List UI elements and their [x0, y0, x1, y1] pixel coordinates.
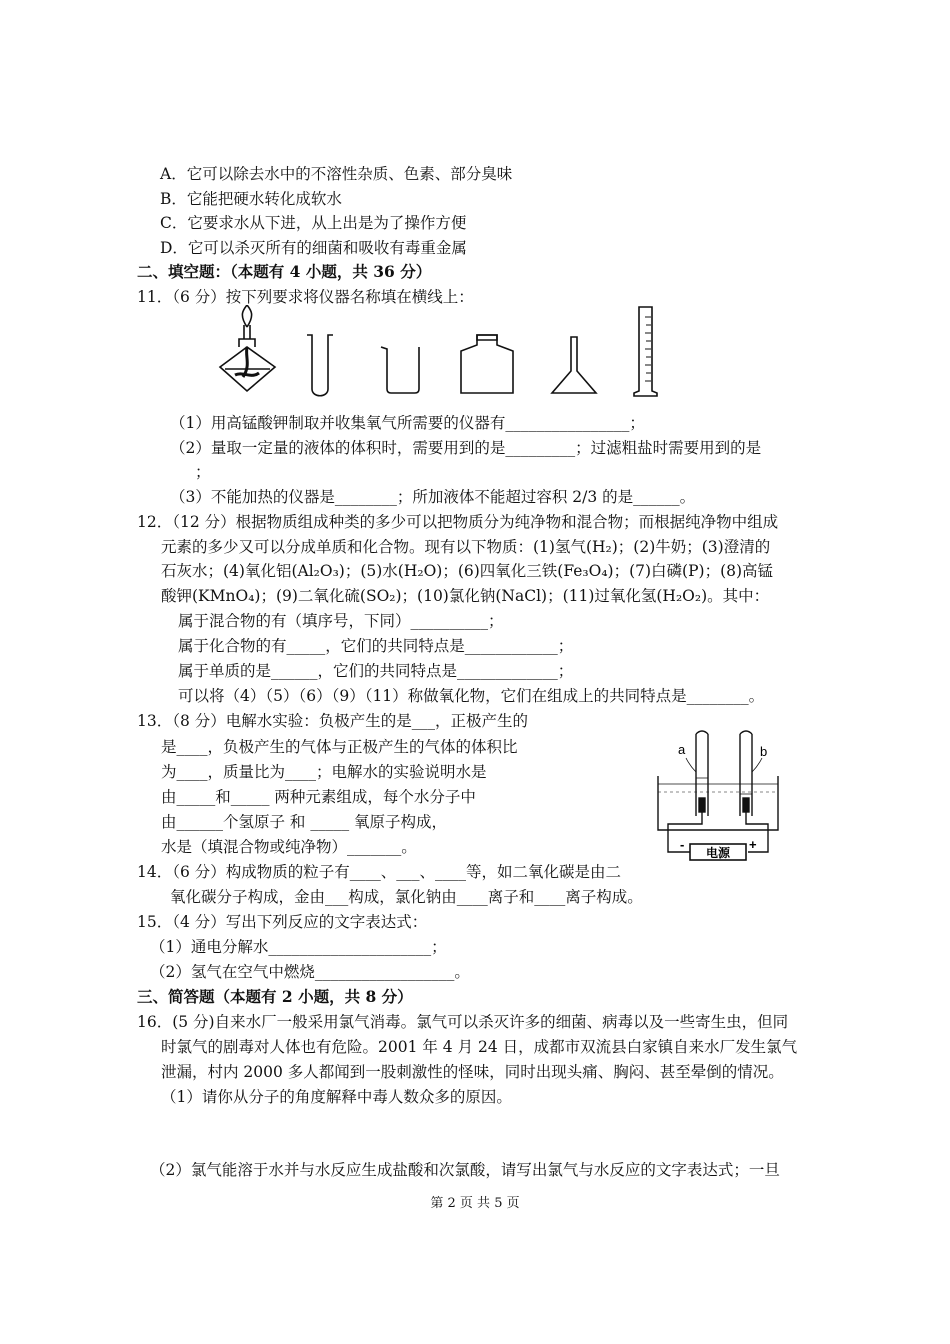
option-d: D．它可以杀灭所有的细菌和吸收有毒重金属: [160, 239, 467, 257]
q12-line-1: 12．（12 分）根据物质组成种类的多少可以把物质分为纯净物和混合物；而根据纯净物中组成: [137, 513, 779, 531]
q11-line-2: （2）量取一定量的液体的体积时，需要用到的是_________；过滤粗盐时需要用到的是: [170, 439, 762, 457]
q16-line-1: 16．(5 分)自来水厂一般采用氯气消毒。氯气可以杀灭许多的细菌、病毒以及一些寄生虫，但同: [137, 1013, 789, 1031]
q13-line-1: 13．（8 分）电解水实验：负极产生的是___，正极产生的: [137, 712, 529, 730]
q12-line-3: 石灰水；(4)氧化铝(Al₂O₃)；(5)水(H₂O)；(6)四氧化三铁(Fe₃O₄)；(7)白磷(P)；(8)高锰: [161, 562, 774, 580]
q11-line-3: ；: [195, 463, 211, 481]
label-a: a: [678, 742, 686, 757]
option-c: C．它要求水从下进，从上出是为了操作方便: [160, 214, 467, 232]
label-b: b: [760, 744, 768, 759]
test-tube-icon: [307, 335, 333, 396]
minus-sign: -: [680, 837, 685, 852]
page-footer: 第 2 页 共 5 页: [430, 1196, 520, 1211]
electrolysis-apparatus-figure: [650, 728, 785, 863]
q14-line-1: 14．（6 分）构成物质的粒子有____、___、____等，如二氧化碳是由二: [137, 863, 622, 881]
q14-line-2: 氧化碳分子构成，金由___构成，氯化钠由____离子和____离子构成。: [170, 888, 643, 906]
q15-line-3: （2）氢气在空气中燃烧__________________。: [150, 963, 470, 981]
q13-line-6: 水是（填混合物或纯净物）_______。: [161, 838, 417, 856]
q12-line-5: 属于混合物的有（填序号，下同）__________；: [178, 612, 504, 630]
power-source-label: 电源: [705, 846, 731, 860]
q12-line-4: 酸钾(KMnO₄)；(9)二氧化硫(SO₂)；(10)氯化钠(NaCl)；(11)过氧化氢(H₂O₂)。其中：: [161, 587, 770, 605]
beaker-icon: [381, 347, 419, 393]
q15-line-2: （1）通电分解水_____________________；: [150, 938, 447, 956]
option-b: B．它能把硬水转化成软水: [160, 190, 342, 208]
q13-line-2: 是____，负极产生的气体与正极产生的气体的体积比: [161, 738, 518, 756]
graduated-cylinder-icon: [634, 307, 657, 396]
q15-line-1: 15．（4 分）写出下列反应的文字表达式：: [137, 913, 428, 931]
q13-line-4: 由_____和_____ 两种元素组成，每个水分子中: [161, 788, 476, 806]
funnel-icon: [552, 337, 596, 393]
q16-line-3: 泄漏，村内 2000 多人都闻到一股刺激性的怪味，同时出现头痛、胸闷、甚至晕倒的情况。: [161, 1063, 784, 1081]
q12-line-7: 属于单质的是______，它们的共同特点是_____________；: [178, 662, 574, 680]
q11-line-1: （1）用高锰酸钾制取并收集氧气所需要的仪器有________________；: [170, 414, 645, 432]
q12-line-6: 属于化合物的有_____，它们的共同特点是____________；: [178, 637, 574, 655]
section-2-heading: 二、填空题：（本题有 4 小题，共 36 分）: [137, 262, 432, 281]
alcohol-lamp-icon: [220, 305, 275, 391]
q12-line-8: 可以将（4）（5）（6）（9）（11）称做氧化物，它们在组成上的共同特点是________。: [178, 687, 765, 705]
q11-line-4: （3）不能加热的仪器是________；所加液体不能超过容积 2/3 的是______。: [170, 488, 696, 506]
q12-line-2: 元素的多少又可以分成单质和化合物。现有以下物质：(1)氢气(H₂)；(2)牛奶；(3)澄清的: [161, 538, 771, 556]
q13-line-5: 由______个氢原子 和 _____ 氧原子构成，: [161, 813, 448, 831]
lab-apparatus-figure: [215, 305, 675, 400]
q16-line-4: （1）请你从分子的角度解释中毒人数众多的原因。: [161, 1088, 512, 1106]
option-a: A．它可以除去水中的不溶性杂质、色素、部分臭味: [160, 165, 513, 183]
q16-line-5: （2）氯气能溶于水并与水反应生成盐酸和次氯酸，请写出氯气与水反应的文字表达式；一旦: [150, 1161, 780, 1179]
q16-line-2: 时氯气的剧毒对人体也有危险。2001 年 4 月 24 日，成都市双流县白家镇自来水厂发生氯气: [161, 1038, 798, 1056]
gas-bottle-icon: [461, 335, 513, 393]
plus-sign: +: [749, 837, 757, 852]
q13-line-3: 为____，质量比为____；电解水的实验说明水是: [161, 763, 487, 781]
section-3-heading: 三、简答题（本题有 2 小题，共 8 分）: [137, 987, 413, 1006]
q11-stem: 11．（6 分）按下列要求将仪器名称填在横线上：: [137, 288, 474, 306]
